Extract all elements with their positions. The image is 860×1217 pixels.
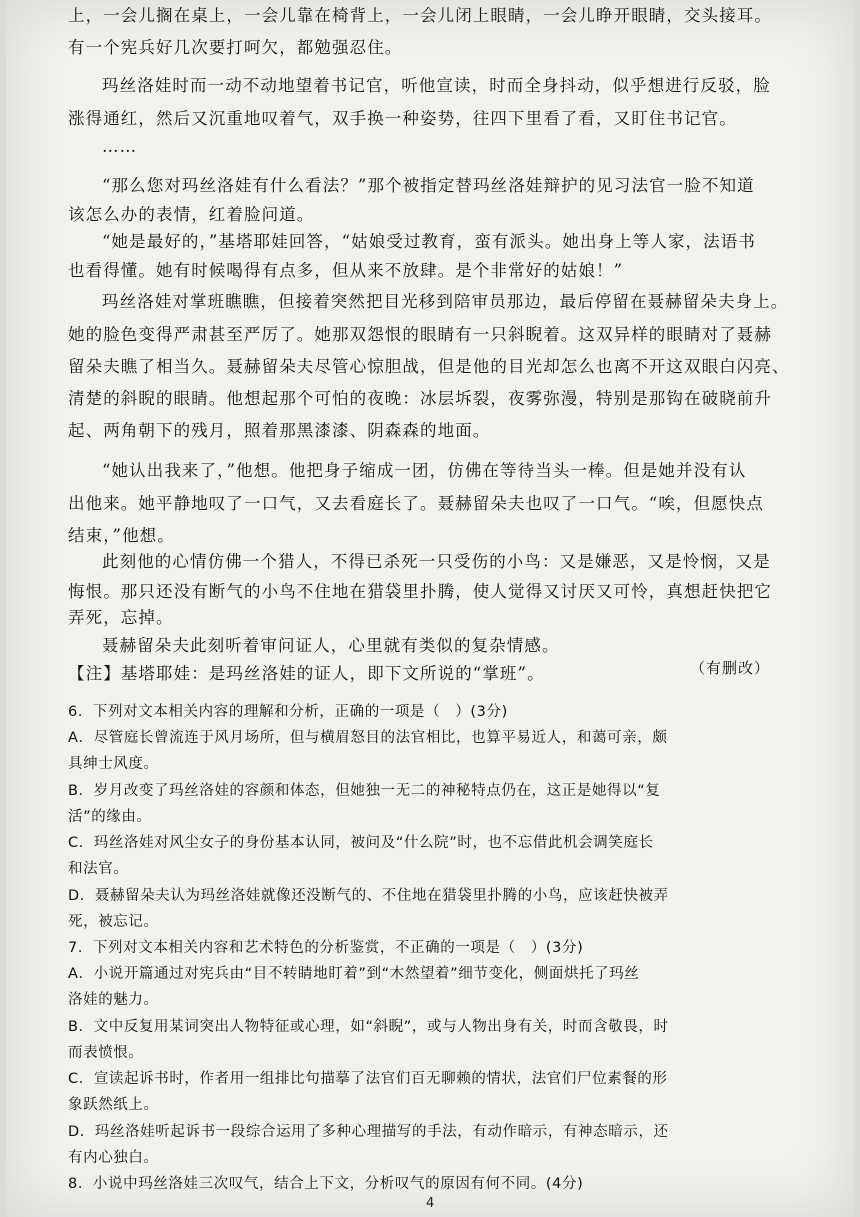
passage-line: 此刻他的心情仿佛一个猎人，不得已杀死一只受伤的小鸟：又是嫌恶，又是怜悯，又是 bbox=[102, 552, 771, 571]
passage-line: 聂赫留朵夫此刻听着审问证人，心里就有类似的复杂情感。 bbox=[102, 636, 560, 655]
question-line: 有内心独白。 bbox=[68, 1149, 159, 1166]
passage-line: 悔恨。那只还没有断气的小鸟不住地在猎袋里扑腾，使人觉得又讨厌又可怜，真想赶快把它 bbox=[68, 582, 772, 601]
passage-line: …… bbox=[102, 137, 138, 156]
question-7-option-b: B．文中反复用某词突出人物特征或心理，如“斜睨”，或与人物出身有关，时而含敬畏，时 bbox=[68, 1018, 669, 1035]
passage-line: 结束，”他想。 bbox=[68, 526, 175, 545]
passage-line: 上，一会儿搁在桌上，一会儿靠在椅背上，一会儿闭上眼睛，一会儿睁开眼睛，交头接耳。 bbox=[68, 6, 772, 25]
question-7-option-d: D．玛丝洛娃听起诉书一段综合运用了多种心理描写的手法，有动作暗示，有神态暗示，还 bbox=[68, 1123, 669, 1140]
passage-line: 留朵夫瞧了相当久。聂赫留朵夫尽管心惊胆战，但是他的目光却怎么也离不开这双眼白闪亮、 bbox=[68, 357, 790, 376]
footnote: 【注】基塔耶娃：是玛丝洛娃的证人，即下文所说的“掌班”。 bbox=[68, 664, 545, 683]
abridged-mark: （有删改） bbox=[690, 659, 771, 677]
passage-line: 弄死，忘掉。 bbox=[68, 608, 174, 627]
passage-line: 该怎么办的表情，红着脸问道。 bbox=[68, 205, 315, 224]
question-7-option-a: A．小说开篇通过对宪兵由“目不转睛地盯着”到“木然望着”细节变化，侧面烘托了玛丝 bbox=[68, 966, 640, 983]
passage-line: 也看得懂。她有时候喝得有点多，但从来不放肆。是个非常好的姑娘！” bbox=[68, 261, 624, 280]
question-7-stem: 7．下列对文本相关内容和艺术特色的分析鉴赏，不正确的一项是（ ）(3分) bbox=[68, 940, 584, 956]
passage-line: 玛丝洛娃对掌班瞧瞧，但接着突然把目光移到陪审员那边，最后停留在聂赫留朵夫身上。 bbox=[102, 292, 789, 311]
passage-line: “她是最好的，”基塔耶娃回答，“姑娘受过教育，蛮有派头。她出身上等人家，法语书 bbox=[102, 232, 756, 251]
passage-line: 玛丝洛娃时而一动不动地望着书记官，听他宣读，时而全身抖动，似乎想进行反驳，脸 bbox=[102, 76, 771, 95]
question-6-option-a: A．尽管庭长曾流连于风月场所，但与横眉怒目的法官相比，也算平易近人，和蔼可亲，颇 bbox=[68, 730, 668, 747]
passage-line: “她认出我来了，”他想。他把身子缩成一团，仿佛在等待当头一棒。但是她并没有认 bbox=[102, 461, 747, 480]
question-6-option-a-cont: 具绅士风度。 bbox=[68, 756, 159, 773]
question-6-option-c: C．玛丝洛娃对风尘女子的身份基本认同，被问及“什么院”时，也不忘借此机会调笑庭长 bbox=[68, 835, 654, 852]
question-6-option-b-cont: 活”的缘由。 bbox=[68, 808, 152, 825]
question-6-option-c-cont: 和法官。 bbox=[68, 861, 129, 878]
question-6-option-d-cont: 死，被忘记。 bbox=[68, 913, 159, 930]
question-7-option-a-cont: 洛娃的魅力。 bbox=[68, 992, 159, 1009]
question-7-option-c: C．宣读起诉书时，作者用一组排比句描摹了法官们百无聊赖的情状，法官们尸位素餐的形 bbox=[68, 1071, 668, 1088]
question-6-option-b: B．岁月改变了玛丝洛娃的容颜和体态，但她独一无二的神秘特点仍在，这正是她得以“复 bbox=[68, 782, 661, 799]
exam-page bbox=[6, 0, 854, 1217]
question-7-option-b-cont: 而表愤恨。 bbox=[68, 1044, 144, 1061]
passage-line: 清楚的斜睨的眼睛。他想起那个可怕的夜晚：冰层坼裂，夜雾弥漫，特别是那钩在破晓前升 bbox=[68, 389, 772, 408]
question-8-stem: 8．小说中玛丝洛娃三次叹气，结合上下文，分析叹气的原因有何不同。(4分) bbox=[68, 1176, 584, 1192]
passage-line: 涨得通红，然后又沉重地叹着气，双手换一种姿势，往四下里看了看，又盯住书记官。 bbox=[68, 109, 737, 128]
passage-line: 她的脸色变得严肃甚至严厉了。她那双怨恨的眼睛有一只斜睨着。这双异样的眼睛对了聂赫 bbox=[68, 325, 772, 344]
passage-line: 有一个宪兵好几次要打呵欠，都勉强忍住。 bbox=[68, 38, 403, 57]
question-6-option-d: D．聂赫留朵夫认为玛丝洛娃就像还没断气的、不住地在猎袋里扑腾的小鸟，应该赶快被弄 bbox=[68, 887, 669, 904]
question-7-option-c-cont: 象跃然纸上。 bbox=[68, 1097, 159, 1114]
passage-line: 起、两角朝下的残月，照着那黑漆漆、阴森森的地面。 bbox=[68, 421, 491, 440]
passage-line: “那么您对玛丝洛娃有什么看法？”那个被指定替玛丝洛娃辩护的见习法官一脸不知道 bbox=[102, 176, 755, 195]
question-6-stem: 6．下列对文本相关内容的理解和分析，正确的一项是（ ）(3分) bbox=[68, 704, 508, 720]
passage-line: 出他来。她平静地叹了一口气，又去看庭长了。聂赫留朵夫也叹了一口气。“唉，但愿快点 bbox=[68, 494, 764, 513]
page-number: 4 bbox=[426, 1196, 435, 1211]
